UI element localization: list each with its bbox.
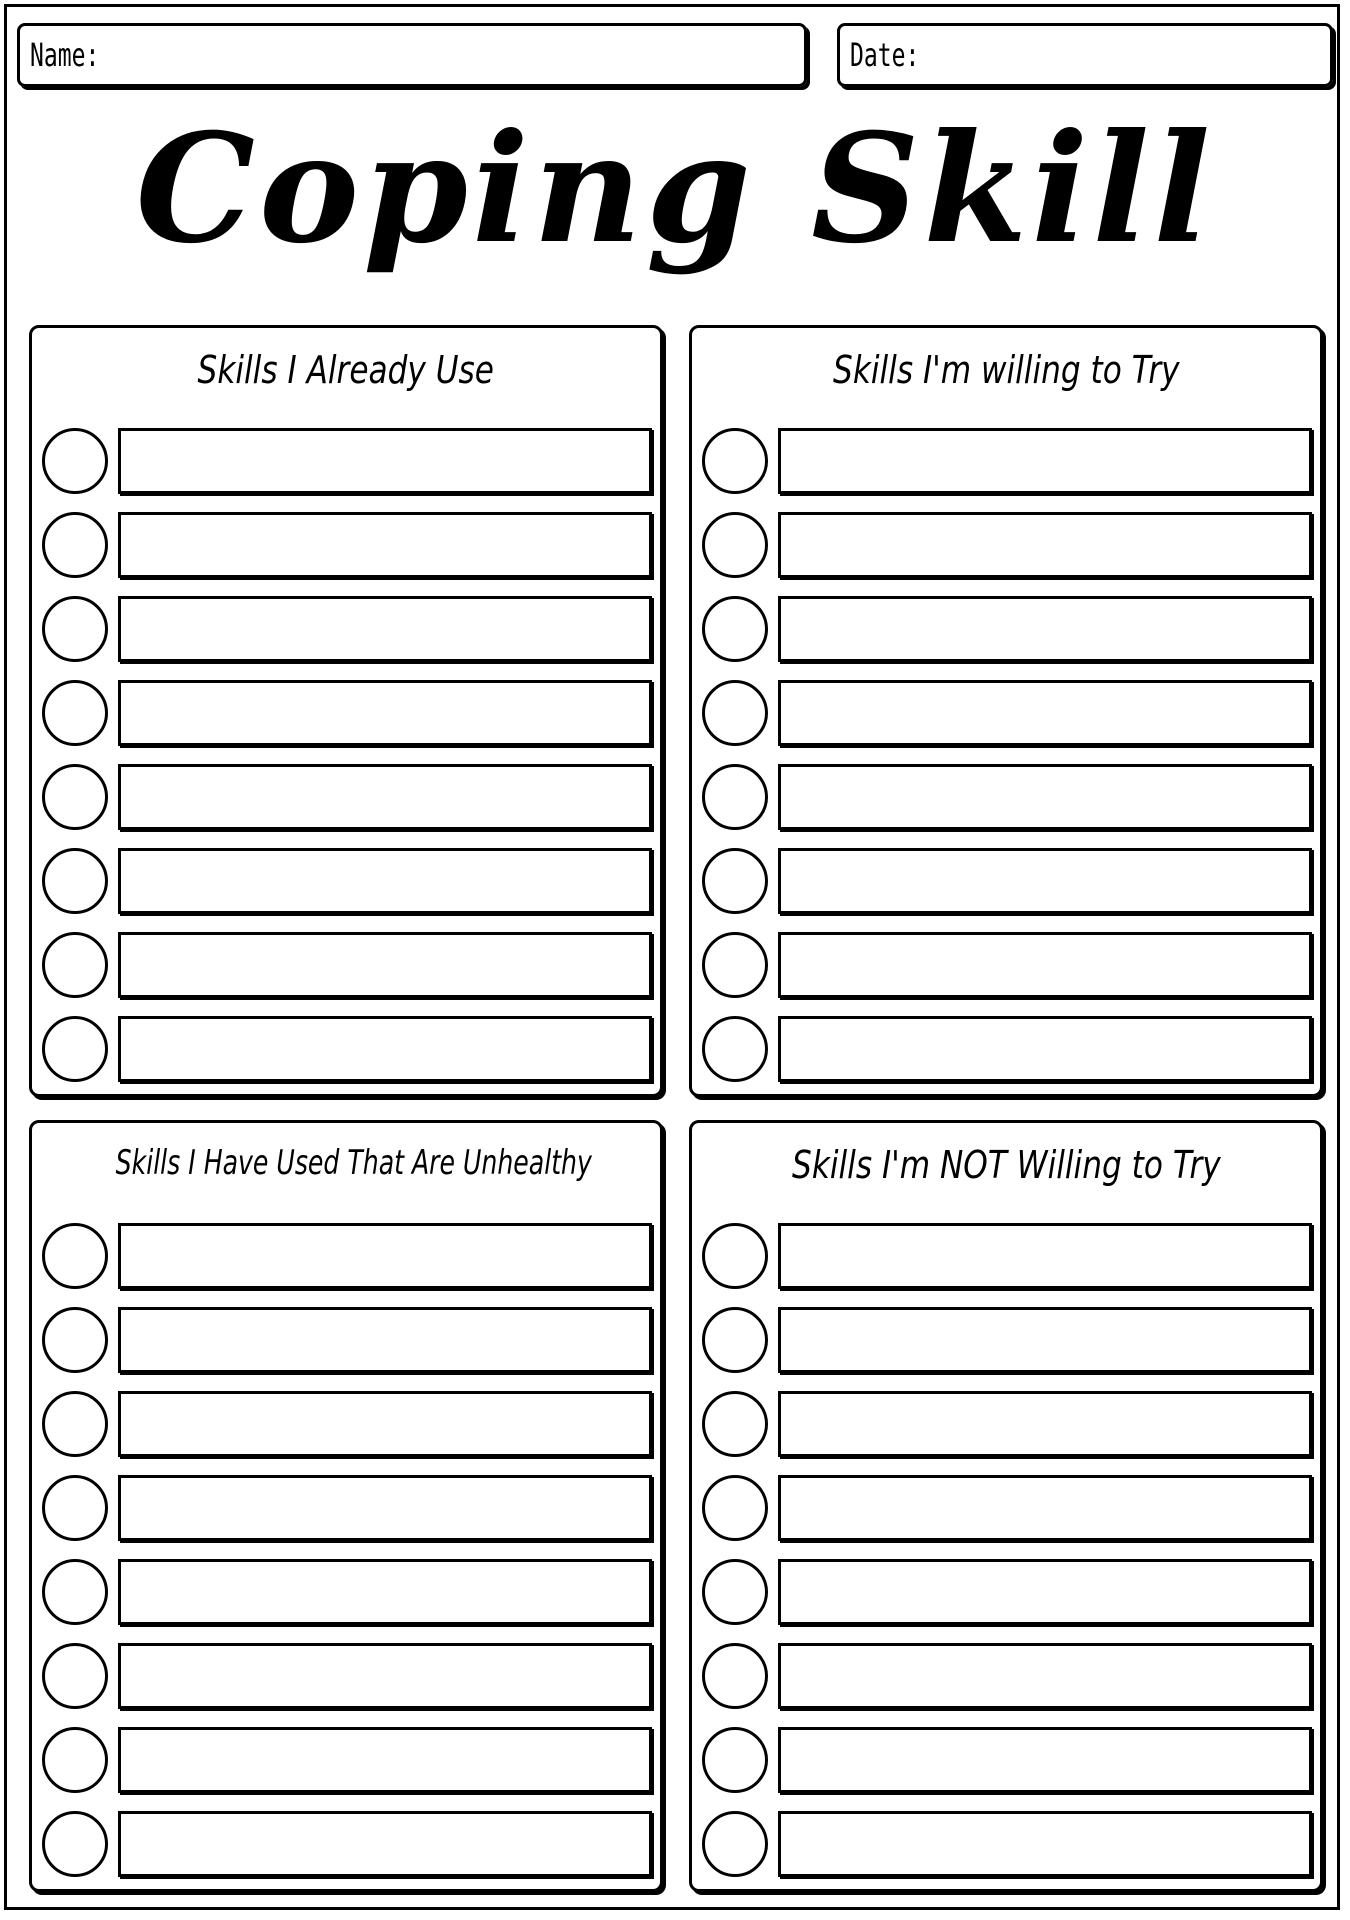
worksheet-page [4,4,1340,1910]
checkbox-circle[interactable] [702,848,768,914]
list-item [702,1475,1312,1541]
skill-entry-field[interactable] [118,428,652,494]
skill-list [702,428,1312,1100]
checkbox-circle[interactable] [702,680,768,746]
panel-title-text: Skills I Have Used That Are Unhealthy [115,1143,592,1183]
name-field[interactable] [17,23,807,87]
list-item [702,1307,1312,1373]
checkbox-circle[interactable] [42,512,108,578]
list-item [42,1223,652,1289]
list-item [702,1391,1312,1457]
skill-entry-field[interactable] [778,1559,1312,1625]
list-item [42,1016,652,1082]
skill-list [42,1223,652,1895]
list-item [42,848,652,914]
skill-entry-field[interactable] [118,1727,652,1793]
panel-title-text: Skills I'm willing to Try [832,348,1180,392]
checkbox-circle[interactable] [702,596,768,662]
skill-entry-field[interactable] [118,764,652,830]
skill-entry-field[interactable] [778,512,1312,578]
skill-entry-field[interactable] [118,596,652,662]
panel-title [692,348,1320,392]
skill-entry-field[interactable] [778,1727,1312,1793]
skill-entry-field[interactable] [778,1811,1312,1877]
list-item [42,680,652,746]
checkbox-circle[interactable] [702,1391,768,1457]
skill-entry-field[interactable] [118,1391,652,1457]
list-item [702,764,1312,830]
list-item [42,512,652,578]
checkbox-circle[interactable] [702,1307,768,1373]
list-item [702,932,1312,998]
panel-skills-not-willing [689,1120,1323,1892]
checkbox-circle[interactable] [42,1811,108,1877]
panel-title-text: Skills I Already Use [197,348,495,392]
checkbox-circle[interactable] [42,1559,108,1625]
checkbox-circle[interactable] [42,848,108,914]
list-item [702,1811,1312,1877]
skill-entry-field[interactable] [118,1307,652,1373]
skill-list [702,1223,1312,1895]
list-item [702,1643,1312,1709]
list-item [42,1391,652,1457]
skill-entry-field[interactable] [778,1223,1312,1289]
panel-skills-unhealthy [29,1120,663,1892]
panel-title [32,1143,660,1183]
checkbox-circle[interactable] [42,596,108,662]
checkbox-circle[interactable] [42,764,108,830]
page-title: Coping Skill [135,101,1215,277]
skill-entry-field[interactable] [118,932,652,998]
checkbox-circle[interactable] [702,1223,768,1289]
checkbox-circle[interactable] [42,1475,108,1541]
checkbox-circle[interactable] [702,1475,768,1541]
skill-entry-field[interactable] [118,1643,652,1709]
checkbox-circle[interactable] [702,1811,768,1877]
list-item [42,764,652,830]
skill-entry-field[interactable] [118,848,652,914]
list-item [42,932,652,998]
date-label: Date: [850,36,920,74]
checkbox-circle[interactable] [42,1307,108,1373]
panel-title [32,348,660,392]
skill-entry-field[interactable] [118,1016,652,1082]
checkbox-circle[interactable] [702,428,768,494]
checkbox-circle[interactable] [702,512,768,578]
checkbox-circle[interactable] [702,932,768,998]
skill-entry-field[interactable] [778,680,1312,746]
list-item [702,1223,1312,1289]
checkbox-circle[interactable] [702,1727,768,1793]
skill-entry-field[interactable] [778,1643,1312,1709]
skill-entry-field[interactable] [778,932,1312,998]
checkbox-circle[interactable] [702,1643,768,1709]
list-item [702,848,1312,914]
checkbox-circle[interactable] [42,1391,108,1457]
checkbox-circle[interactable] [702,764,768,830]
panel-title [692,1143,1320,1187]
skill-entry-field[interactable] [118,1559,652,1625]
list-item [42,1643,652,1709]
list-item [42,596,652,662]
checkbox-circle[interactable] [702,1559,768,1625]
skill-entry-field[interactable] [118,1811,652,1877]
skill-entry-field[interactable] [778,428,1312,494]
skill-entry-field[interactable] [778,596,1312,662]
list-item [42,1475,652,1541]
panel-skills-already-use [29,325,663,1097]
checkbox-circle[interactable] [42,1223,108,1289]
panel-title-text: Skills I'm NOT Willing to Try [791,1143,1221,1187]
list-item [702,1559,1312,1625]
list-item [42,428,652,494]
skill-list [42,428,652,1100]
skill-entry-field[interactable] [778,1307,1312,1373]
date-field[interactable] [837,23,1333,87]
checkbox-circle[interactable] [702,1016,768,1082]
list-item [42,1811,652,1877]
list-item [702,1016,1312,1082]
list-item [702,680,1312,746]
skill-entry-field[interactable] [118,512,652,578]
skill-entry-field[interactable] [778,848,1312,914]
checkbox-circle[interactable] [42,1727,108,1793]
checkbox-circle[interactable] [42,680,108,746]
checkbox-circle[interactable] [42,1016,108,1082]
list-item [702,428,1312,494]
skill-entry-field[interactable] [778,1475,1312,1541]
skill-entry-field[interactable] [778,764,1312,830]
panel-skills-willing-to-try [689,325,1323,1097]
skill-entry-field[interactable] [778,1016,1312,1082]
list-item [42,1559,652,1625]
checkbox-circle[interactable] [42,428,108,494]
list-item [702,512,1312,578]
checkbox-circle[interactable] [42,1643,108,1709]
list-item [42,1727,652,1793]
list-item [702,1727,1312,1793]
list-item [702,596,1312,662]
skill-entry-field[interactable] [118,1223,652,1289]
skill-entry-field[interactable] [118,680,652,746]
checkbox-circle[interactable] [42,932,108,998]
skill-entry-field[interactable] [118,1475,652,1541]
name-label: Name: [30,36,100,74]
skill-entry-field[interactable] [778,1391,1312,1457]
list-item [42,1307,652,1373]
